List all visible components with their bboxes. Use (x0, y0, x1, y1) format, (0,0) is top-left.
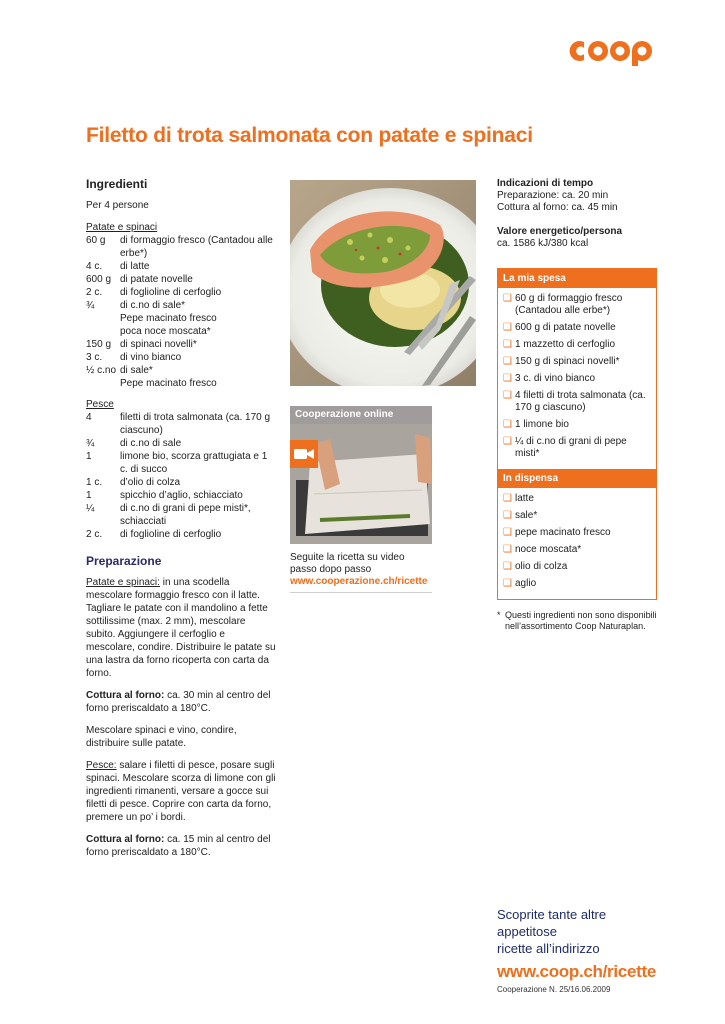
ingredient-text: limone bio, scorza grattugiata e 1 c. di succo (120, 451, 268, 475)
ingredient-quantity: 3 c. (86, 352, 103, 363)
checklist-item[interactable] (503, 527, 652, 539)
pantry-list (498, 488, 656, 599)
checklist-item[interactable] (503, 436, 652, 460)
checkbox-icon[interactable]: ❑ (503, 419, 512, 430)
ingredient-quantity: 4 c. (86, 261, 103, 272)
footer-line-2: ricette all’indirizzo (497, 941, 600, 956)
footer-url[interactable]: www.coop.ch/ricette (497, 962, 656, 981)
ingredient-text: di foglioline di cerfoglio (120, 529, 222, 540)
pantry-heading: In dispensa (498, 469, 656, 488)
ingredient-row (86, 338, 276, 351)
checklist-label: 150 g di spinaci novelli* (515, 356, 620, 367)
ingredient-text: d’olio di colza (120, 477, 181, 488)
checklist-item[interactable] (503, 419, 652, 431)
ingredient-text: di formaggio fresco (Cantadou alle erbe*) (120, 235, 273, 259)
checkbox-icon[interactable]: ❑ (503, 544, 512, 555)
ingredients-heading: Ingredienti (86, 177, 148, 191)
checklist-label: 600 g di patate novelle (515, 322, 616, 333)
checklist-label: 1 limone bio (515, 419, 569, 430)
ingredient-row (86, 450, 276, 476)
ingredient-text: Pepe macinato fresco (120, 378, 217, 389)
ingredient-quantity: 1 c. (86, 477, 103, 488)
video-thumbnail[interactable] (290, 424, 432, 544)
ingredient-text: di c.no di sale (120, 438, 182, 449)
checkbox-icon[interactable]: ❑ (503, 578, 512, 589)
ingredient-text: di c.no di sale* (120, 300, 186, 311)
checklist-label: 60 g di formaggio fresco (Cantadou alle erbe*) (515, 293, 623, 316)
shopping-box (497, 268, 657, 600)
group-potatoes-heading: Patate e spinaci (86, 222, 158, 233)
checklist-label: noce moscata* (515, 544, 582, 555)
ingredients-column (86, 178, 276, 868)
ingredient-quantity: 4 (86, 412, 92, 423)
ingredient-quantity (86, 377, 120, 390)
group-fish-heading: Pesce (86, 399, 114, 410)
online-heading: Cooperazione online (290, 406, 432, 424)
ingredient-quantity: ¾ (86, 300, 95, 311)
ingredient-text: di latte (120, 261, 150, 272)
ingredient-row (86, 489, 276, 502)
ingredient-quantity: 2 c. (86, 287, 103, 298)
ingredient-quantity (86, 312, 120, 325)
online-caption: Seguite la ricetta su video passo dopo passo www.cooperazione.ch/ricette (290, 544, 432, 593)
checkbox-icon[interactable]: ❑ (503, 356, 512, 367)
checklist-item[interactable] (503, 322, 652, 334)
ingredient-row (86, 528, 276, 541)
checklist-item[interactable] (503, 356, 652, 368)
ingredient-row (86, 273, 276, 286)
checklist-label: sale* (515, 510, 538, 521)
checkbox-icon[interactable]: ❑ (503, 436, 512, 447)
checklist-label: pepe macinato fresco (515, 527, 611, 538)
ingredient-row (86, 312, 276, 325)
ingredient-quantity: 1 (86, 451, 92, 462)
checklist-label: 3 c. di vino bianco (515, 373, 596, 384)
energy-heading: Valore energetico/persona (497, 226, 623, 237)
prep-step-4: Pesce: salare i filetti di pesce, posare sugli spinaci. Mescolare scorza di limone con gli ingredienti rimanenti, versare a gocce sui filetti di pesce. Coprire con carta da forno, premere un po’ i bordi. (86, 760, 276, 823)
checkbox-icon[interactable]: ❑ (503, 322, 512, 333)
checklist-label: latte (515, 493, 534, 504)
ingredient-text: Pepe macinato fresco (120, 313, 217, 324)
checkbox-icon[interactable]: ❑ (503, 390, 512, 401)
ingredient-row (86, 234, 276, 260)
checkbox-icon[interactable]: ❑ (503, 527, 512, 538)
video-camera-icon (290, 440, 318, 468)
footer (497, 906, 667, 994)
checkbox-icon[interactable]: ❑ (503, 510, 512, 521)
checklist-label: 4 filetti di trota salmonata (ca. 170 g ciascuno) (515, 390, 646, 413)
ingredient-row (86, 502, 276, 528)
ingredient-quantity: 600 g (86, 274, 112, 285)
ingredient-row (86, 437, 276, 450)
checklist-label: ¼ di c.no di grani di pepe misti* (515, 436, 627, 459)
shopping-list (498, 288, 656, 469)
ingredient-quantity: ¼ (86, 503, 95, 514)
ingredient-text: filetti di trota salmonata (ca. 170 g ciascuno) (120, 412, 271, 436)
ingredient-quantity: 60 g (86, 235, 106, 246)
checklist-item[interactable] (503, 544, 652, 556)
group-potatoes-list (86, 234, 276, 390)
ingredient-row (86, 286, 276, 299)
shopping-heading: La mia spesa (498, 269, 656, 288)
ingredient-quantity: 150 g (86, 339, 112, 350)
ingredient-text: di spinaci novelli* (120, 339, 197, 350)
checkbox-icon[interactable]: ❑ (503, 561, 512, 572)
ingredient-text: di vino bianco (120, 352, 182, 363)
checklist-item[interactable] (503, 510, 652, 522)
ingredient-row (86, 411, 276, 437)
prep-step-2: Cottura al forno: ca. 30 min al centro del forno preriscaldato a 180°C. (86, 690, 271, 714)
time-prep: Preparazione: ca. 20 min (497, 190, 609, 201)
footnote: * Questi ingredienti non sono disponibili nell’assortimento Coop Naturaplan. (497, 610, 657, 631)
cooperazione-online-box (290, 406, 432, 593)
prep-step-5: Cottura al forno: ca. 15 min al centro del forno preriscaldato a 180°C. (86, 834, 271, 858)
info-column (497, 178, 657, 250)
ingredient-row (86, 260, 276, 273)
ingredient-text: di sale* (120, 365, 153, 376)
ingredient-text: poca noce moscata* (120, 326, 211, 337)
checkbox-icon[interactable]: ❑ (503, 339, 512, 350)
time-heading: Indicazioni di tempo (497, 178, 594, 189)
checklist-item[interactable] (503, 493, 652, 505)
checklist-item[interactable] (503, 578, 652, 590)
group-fish-list (86, 411, 276, 541)
checklist-item[interactable] (503, 373, 652, 385)
ingredient-quantity (86, 325, 120, 338)
coop-logo (568, 36, 658, 66)
recipe-title: Filetto di trota salmonata con patate e spinaci (86, 124, 533, 147)
prep-step-3: Mescolare spinaci e vino, condire, distribuire sulle patate. (86, 725, 237, 749)
checkbox-icon[interactable]: ❑ (503, 373, 512, 384)
checklist-item[interactable] (503, 390, 652, 414)
edition-info: Cooperazione N. 25/16.06.2009 (497, 985, 611, 994)
ingredient-row (86, 325, 276, 338)
footer-line-1: Scoprite tante altre appetitose (497, 907, 607, 939)
ingredient-quantity: ½ c.no (86, 365, 117, 376)
energy-value: ca. 1586 kJ/380 kcal (497, 238, 589, 249)
ingredient-text: di patate novelle (120, 274, 193, 285)
preparation-heading: Preparazione (86, 554, 162, 568)
time-cook: Cottura al forno: ca. 45 min (497, 202, 618, 213)
checklist-item[interactable] (503, 339, 652, 351)
checklist-label: 1 mazzetto di cerfoglio (515, 339, 616, 350)
checklist-item[interactable] (503, 293, 652, 317)
ingredient-quantity: 1 (86, 490, 92, 501)
ingredient-row (86, 351, 276, 364)
checklist-label: olio di colza (515, 561, 568, 572)
ingredient-row (86, 299, 276, 312)
ingredient-row (86, 377, 276, 390)
checkbox-icon[interactable]: ❑ (503, 493, 512, 504)
dish-photo (290, 180, 476, 386)
ingredient-row (86, 476, 276, 489)
ingredient-quantity: 2 c. (86, 529, 103, 540)
checkbox-icon[interactable]: ❑ (503, 293, 512, 304)
ingredient-text: di foglioline di cerfoglio (120, 287, 222, 298)
ingredient-row (86, 364, 276, 377)
ingredient-text: spicchio d’aglio, schiacciato (120, 490, 243, 501)
prep-step-1: Patate e spinaci: in una scodella mescolare formaggio fresco con il latte. Tagliare le patate con il mandolino a fette sottilissime (max. 2 mm), mescolare subito. Aggiungere il cerfoglio e mescolare, condire. Distribuire le patate su una lastra da forno ricoperta con carta da forno. (86, 577, 276, 679)
ingredient-text: di c.no di grani di pepe misti*, schiacciati (120, 503, 251, 527)
online-link[interactable]: www.cooperazione.ch/ricette (290, 576, 428, 587)
checklist-label: aglio (515, 578, 537, 589)
ingredient-quantity: ¾ (86, 438, 95, 449)
servings: Per 4 persone (86, 200, 149, 211)
checklist-item[interactable] (503, 561, 652, 573)
